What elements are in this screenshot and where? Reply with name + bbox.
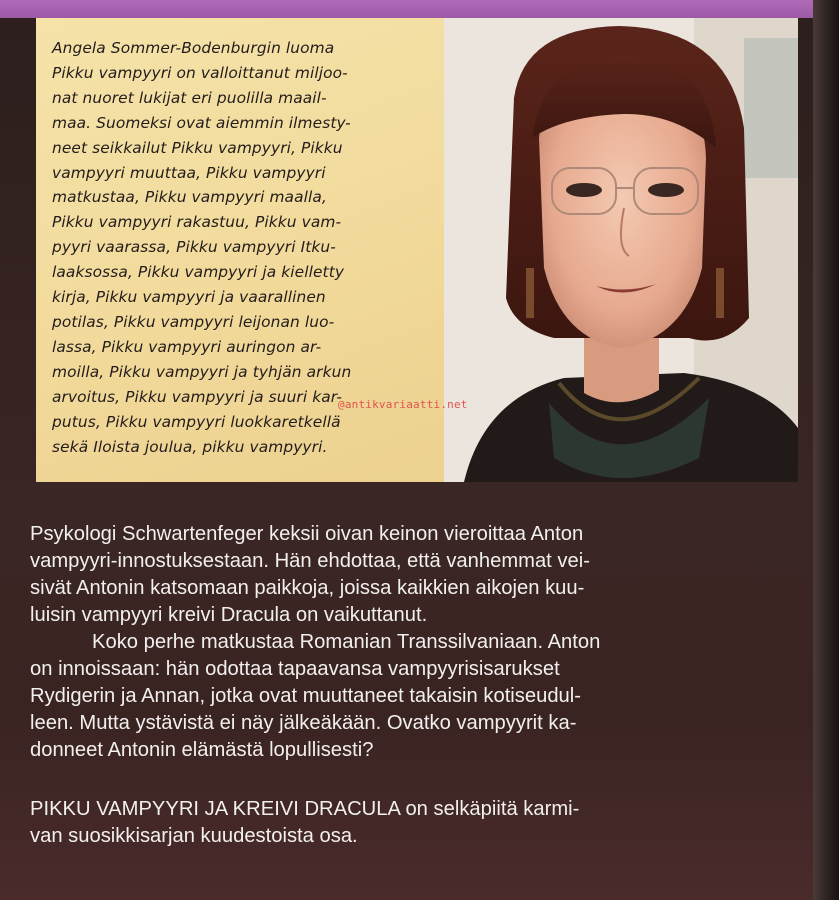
author-blurb-text: Angela Sommer-Bodenburgin luoma Pikku vampyyri on valloittanut miljoo- nat nuoret lukijat eri puolilla maail- maa. Suomeksi ovat aiemmin ilmesty- neet seikkailut Pikku vampyyri, Pikku vampyyri muuttaa, Pikku vampyyri matkustaa, Pikku vampyyri maalla, Pikku vampyyri rakastuu, Pikku vam- pyyri vaarassa, Pikku vampyyri Itku- laaksossa, Pikku vampyyri ja kielletty kirja, Pikku vampyyri ja vaarallinen potilas, Pikku vampyyri leijonan luo- lassa, Pikku vampyyri auringon ar- moilla, Pikku vampyyri ja tyhjän arkun arvoitus, Pikku vampyyri ja suuri kar- putus, Pikku vampyyri luokkaretkellä sekä Iloista joulua, pikku vampyyri. bbox=[52, 39, 352, 456]
author-photo bbox=[444, 18, 798, 482]
author-portrait-illustration bbox=[444, 18, 798, 482]
description-paragraph-1: Psykologi Schwartenfeger keksii oivan keinon vieroittaa Anton vampyyri-innostuksestaan. Hän ehdottaa, että vanhemmat vei- sivät Antonin katsomaan paikkoja, joissa kaikkien aikojen kuu- luisin vampyyri kreivi Dracula on vaikuttanut. bbox=[30, 523, 590, 626]
description-text bbox=[30, 521, 796, 850]
watermark-text: @antikvariaatti.net bbox=[338, 398, 468, 411]
series-closing-line: PIKKU VAMPYYRI JA KREIVI DRACULA on selkäpiitä karmi- van suosikkisarjan kuudestoista osa. bbox=[30, 798, 580, 847]
book-spine-edge bbox=[813, 0, 839, 900]
author-blurb-box bbox=[36, 18, 444, 482]
description-paragraph-2: Koko perhe matkustaa Romanian Transsilvaniaan. Anton on innoissaan: hän odottaa tapaavansa vampyyrisisarukset Rydigerin ja Annan, jotka ovat muuttaneet takaisin kotiseudul- leen. Mutta ystävistä ei näy jälkeäkään. Ovatko vampyyrit ka- donneet Antonin elämästä lopullisesti? bbox=[30, 631, 601, 761]
cover-top-band bbox=[0, 0, 839, 18]
